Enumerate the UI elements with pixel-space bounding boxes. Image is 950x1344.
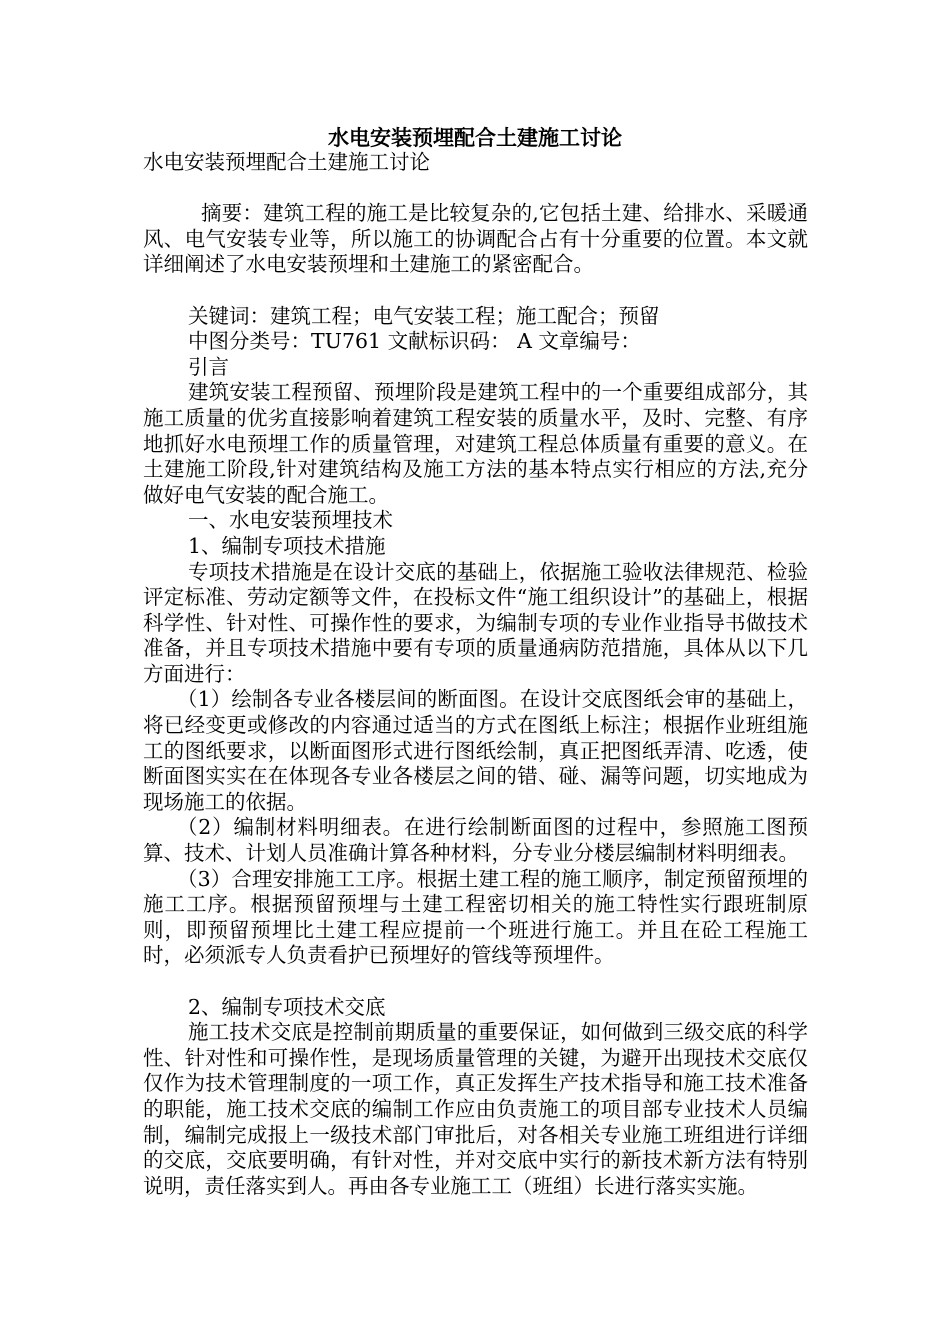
- spacer: [143, 969, 808, 995]
- classification-line: 中图分类号：TU761 文献标识码： A 文章编号：: [188, 329, 641, 354]
- spacer: [143, 176, 808, 202]
- document-body: [143, 150, 808, 1199]
- sub1-paragraph: 专项技术措施是在设计交底的基础上，依据施工验收法律规范、检验评定标准、劳动定额等文件，在投标文件“施工组织设计”的基础上，根据科学性、针对性、可操作性的要求，为编制专项的专业作业指导书做技术准备，并且专项技术措施中要有专项的质量通病防范措施，具体从以下几方面进行：: [143, 559, 808, 686]
- item2-paragraph: （2）编制材料明细表。在进行绘制断面图的过程中，参照施工图预算、技术、计划人员准确计算各种材料，分专业分楼层编制材料明细表。: [143, 815, 808, 866]
- intro-paragraph: 建筑安装工程预留、预埋阶段是建筑工程中的一个重要组成部分，其施工质量的优劣直接影响着建筑工程安装的质量水平，及时、完整、有序地抓好水电预埋工作的质量管理，对建筑工程总体质量有重要的意义。在土建施工阶段,针对建筑结构及施工方法的基本特点实行相应的方法,充分做好电气安装的配合施工。: [143, 380, 808, 507]
- item1-paragraph: （1）绘制各专业各楼层间的断面图。在设计交底图纸会审的基础上，将已经变更或修改的内容通过适当的方式在图纸上标注；根据作业班组施工的图纸要求，以断面图形式进行图纸绘制，真正把图纸弄清、吃透，使断面图实实在在体现各专业各楼层之间的错、碰、漏等问题，切实地成为现场施工的依据。: [143, 687, 808, 814]
- sub2-heading: 2、编制专项技术交底: [188, 994, 386, 1019]
- abstract-paragraph: 摘要：建筑工程的施工是比较复杂的,它包括土建、给排水、采暖通风、电气安装专业等，所以施工的协调配合占有十分重要的位置。本文就详细阐述了水电安装预埋和土建施工的紧密配合。: [143, 201, 808, 277]
- sub1-heading: 1、编制专项技术措施: [188, 533, 386, 558]
- sub2-paragraph: 施工技术交底是控制前期质量的重要保证，如何做到三级交底的科学性、针对性和可操作性，是现场质量管理的关键，为避开出现技术交底仅仅作为技术管理制度的一项工作，真正发挥生产技术指导和施工技术准备的职能，施工技术交底的编制工作应由负责施工的项目部专业技术人员编制，编制完成报上一级技术部门审批后，对各相关专业施工班组进行详细的交底，交底要明确，有针对性，并对交底中实行的新技术新方法有特别说明，责任落实到人。再由各专业施工工（班组）长进行落实实施。: [143, 1020, 808, 1198]
- keywords-line: 关键词：建筑工程；电气安装工程；施工配合；预留: [188, 303, 660, 328]
- item3-paragraph: （3）合理安排施工工序。根据土建工程的施工顺序，制定预留预埋的施工工序。根据预留预埋与土建工程密切相关的施工特性实行跟班制原则，即预留预埋比土建工程应提前一个班进行施工。并且在砼工程施工时，必须派专人负责看护已预埋好的管线等预埋件。: [143, 866, 808, 968]
- intro-heading: 引言: [188, 354, 229, 379]
- section1-heading: 一、水电安装预埋技术: [188, 508, 393, 533]
- spacer: [143, 278, 808, 304]
- subtitle: 水电安装预埋配合土建施工讨论: [143, 150, 430, 174]
- document-title: 水电安装预埋配合土建施工讨论: [328, 125, 622, 150]
